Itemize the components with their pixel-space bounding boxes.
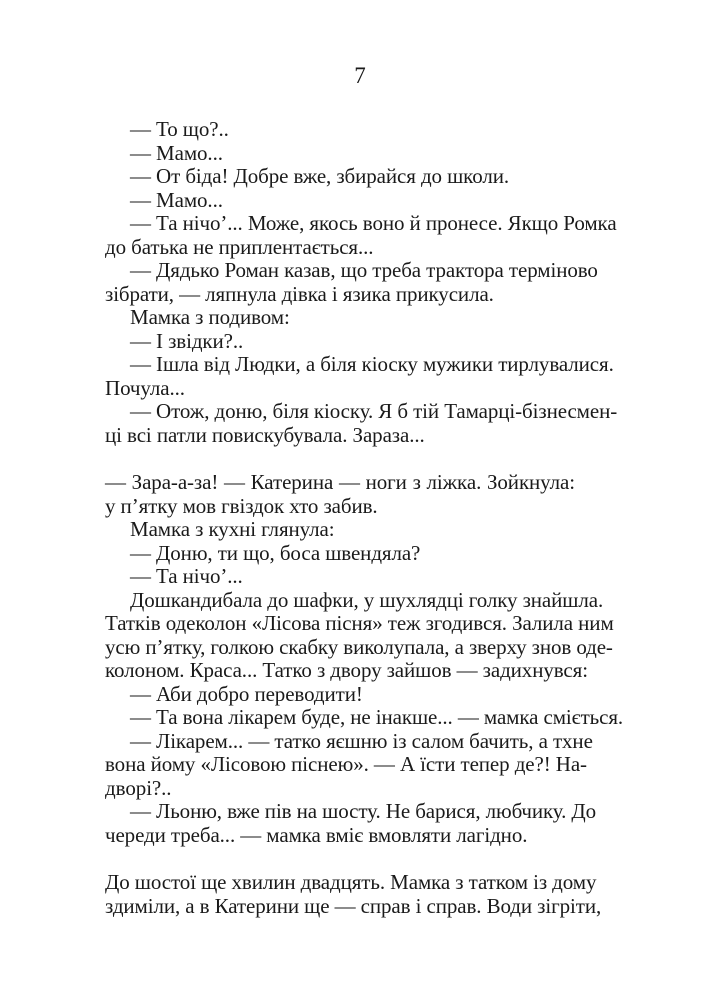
text-line: — То що?.. <box>130 117 229 141</box>
text-line: Мамка з кухні глянула: <box>130 517 335 541</box>
text-line: ці всі патли повискубувала. Зараза... <box>105 423 425 447</box>
text-line: — От біда! Добре вже, збирайся до школи. <box>130 164 509 188</box>
text-line: — Льоню, вже пів на шосту. Не барися, любчику. До <box>130 799 597 823</box>
text-line: двoрі?.. <box>105 776 172 800</box>
text-line: Почула... <box>105 376 185 400</box>
text-line: до батька не приплентається... <box>105 235 374 259</box>
text-line: у п’ятку мов гвіздок хто забив. <box>105 494 378 518</box>
page-number: 7 <box>354 63 366 88</box>
text-line: — Та нічо’... <box>130 564 243 588</box>
text-line: — Отож, доню, біля кіоску. Я б тій Тамарці-бізнесмен- <box>130 399 618 423</box>
text-line: — Мамо... <box>130 141 223 165</box>
text-line: Мамка з подивом: <box>130 305 290 329</box>
text-line: — Зара-а-за! — Катерина — ноги з ліжка. Зойкнула: <box>105 470 575 494</box>
text-line: вона йому «Лісовою піснею». — А їсти тепер де?! На- <box>105 752 587 776</box>
text-line: — І звідки?.. <box>130 329 244 353</box>
text-line: — Аби добро переводити! <box>130 682 363 706</box>
text-line: Дошкандибала до шафки, у шухлядці голку знайшла. <box>130 588 604 612</box>
text-line: — Доню, ти що, боса швендяла? <box>130 541 421 565</box>
text-line: здиміли, а в Катерини ще — справ і справ. Води зігріти, <box>105 894 602 918</box>
text-line: — Лікарем... — татко яєшню із салом бачить, а тхне <box>130 729 593 753</box>
text-line: череди треба... — мамка вміє вмовляти лагідно. <box>105 823 528 847</box>
text-line: — Дядько Роман казав, що треба трактора терміново <box>130 258 598 282</box>
text-line: До шостої ще хвилин двадцять. Мамка з татком із дому <box>105 870 597 894</box>
text-line: — Та нічо’... Може, якось воно й пронесе. Якщо Ромка <box>130 211 617 235</box>
text-line: усю п’ятку, голкою скабку виколупала, а зверху знов оде- <box>105 635 613 659</box>
text-line: зібрати, — ляпнула дівка і язика прикусила. <box>105 282 494 306</box>
text-line: колоном. Краса... Татко з двору зайшов — задихнувся: <box>105 658 588 682</box>
text-line: — Ішла від Людки, а біля кіоску мужики тирлувалися. <box>130 352 614 376</box>
text-line: — Мамо... <box>130 188 223 212</box>
text-line: — Та вона лікарем буде, не інакше... — мамка сміється. <box>130 705 624 729</box>
text-line: Татків одеколон «Лісова пісня» теж згодився. Залила ним <box>105 611 614 635</box>
